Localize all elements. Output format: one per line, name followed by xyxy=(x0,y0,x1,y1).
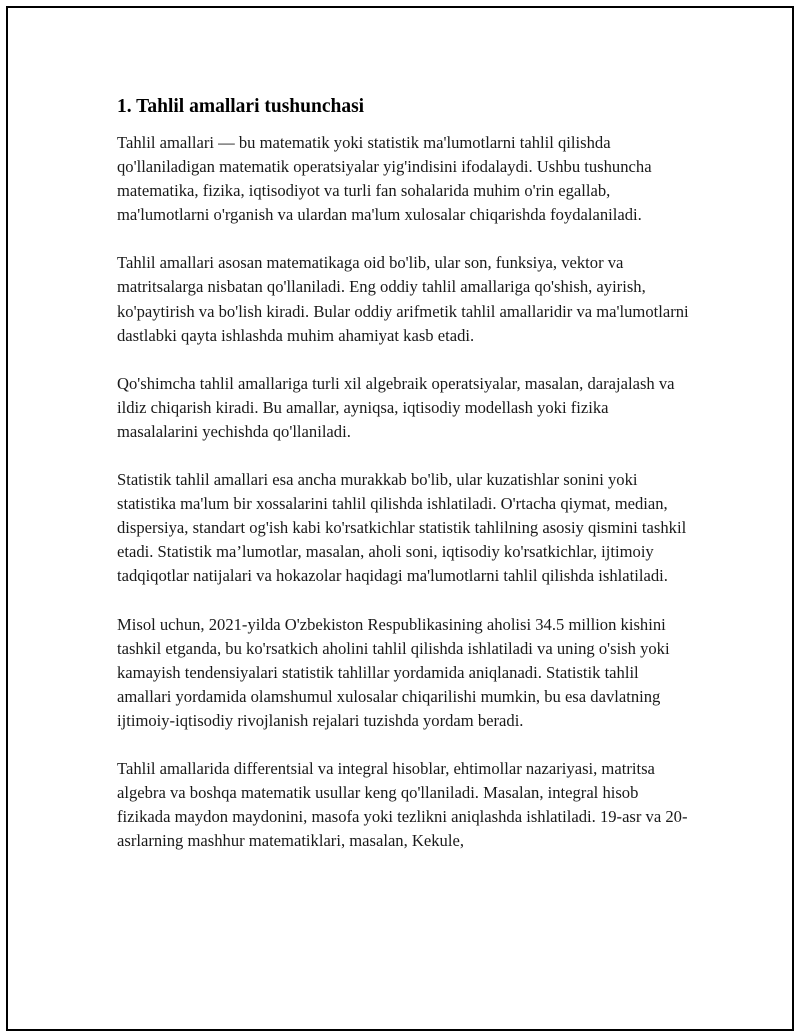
paragraph-statistical-analysis: Statistik tahlil amallari esa ancha murakkab bo'lib, ular kuzatishlar sonini yoki statistika ma'lum bir xossalarini tahlil qilishda ishlatiladi. O'rtacha qiymat, median, dispersiya, standart og'ish kabi ko'rsatkichlar statistik tahlilning asosiy qismini tashkil etadi. Statistik ma’lumotlar, masalan, aholi soni, iqtisodiy ko'rsatkichlar, ijtimoiy tadqiqotlar natijalari va hokazolar haqidagi ma'lumotlarni tahlil qilishda ishlatiladi. xyxy=(117,470,687,586)
paragraph-basic-operations: Tahlil amallari asosan matematikaga oid bo'lib, ular son, funksiya, vektor va matritsalarga nisbatan qo'llaniladi. Eng oddiy tahlil amallariga qo'shish, ayirish, ko'paytirish va bo'lish kiradi. Bular oddiy arifmetik tahlil amallaridir va ma'lumotlarni dastlabki qayta ishlashda muhim ahamiyat kasb etadi. xyxy=(117,253,689,345)
paragraph-algebraic-operations: Qo'shimcha tahlil amallariga turli xil algebraik operatsiyalar, masalan, darajalash va ildiz chiqarish kiradi. Bu amallar, ayniqsa, iqtisodiy modellash yoki fizika masalalarini yechishda qo'llaniladi. xyxy=(117,373,675,441)
paragraph-calculus: Tahlil amallarida differentsial va integral hisoblar, ehtimollar nazariyasi, matritsa algebra va boshqa matematik usullar keng qo'llaniladi. Masalan, integral hisob fizikada maydon maydonini, masofa yoki tezlikni aniqlashda ishlatiladi. 19-asr va 20-asrlarning mashhur matematiklari, masalan, Kekule, xyxy=(117,758,688,851)
paragraph-example: Misol uchun, 2021-yilda O'zbekiston Respublikasining aholisi 34.5 million kishini tashkil etganda, bu ko'rsatkich aholini tahlil qilishda ishlatiladi va uning o'sish yoki kamayish tendensiyalari statistik tahlillar yordamida aniqlanadi. Statistik tahlil amallari yordamida olamshumul xulosalar chiqarilishi mumkin, bu esa davlatning ijtimoiy-iqtisodiy rivojlanish rejalari tuzishda yordam beradi. xyxy=(117,614,670,730)
paragraph-definition: Tahlil amallari — bu matematik yoki statistik ma'lumotlarni tahlil qilishda qo'llaniladigan matematik operatsiyalar yig'indisini ifodalaydi. Ushbu tushuncha matematika, fizika, iqtisodiyot va turli fan sohalarida muhim o'rin egallab, ma'lumotlarni o'rganish va ulardan ma'lum xulosalar chiqarishda foydalaniladi. xyxy=(117,133,652,225)
section-heading: 1. Tahlil amallari tushunchasi xyxy=(117,96,365,117)
document-body xyxy=(117,93,692,877)
